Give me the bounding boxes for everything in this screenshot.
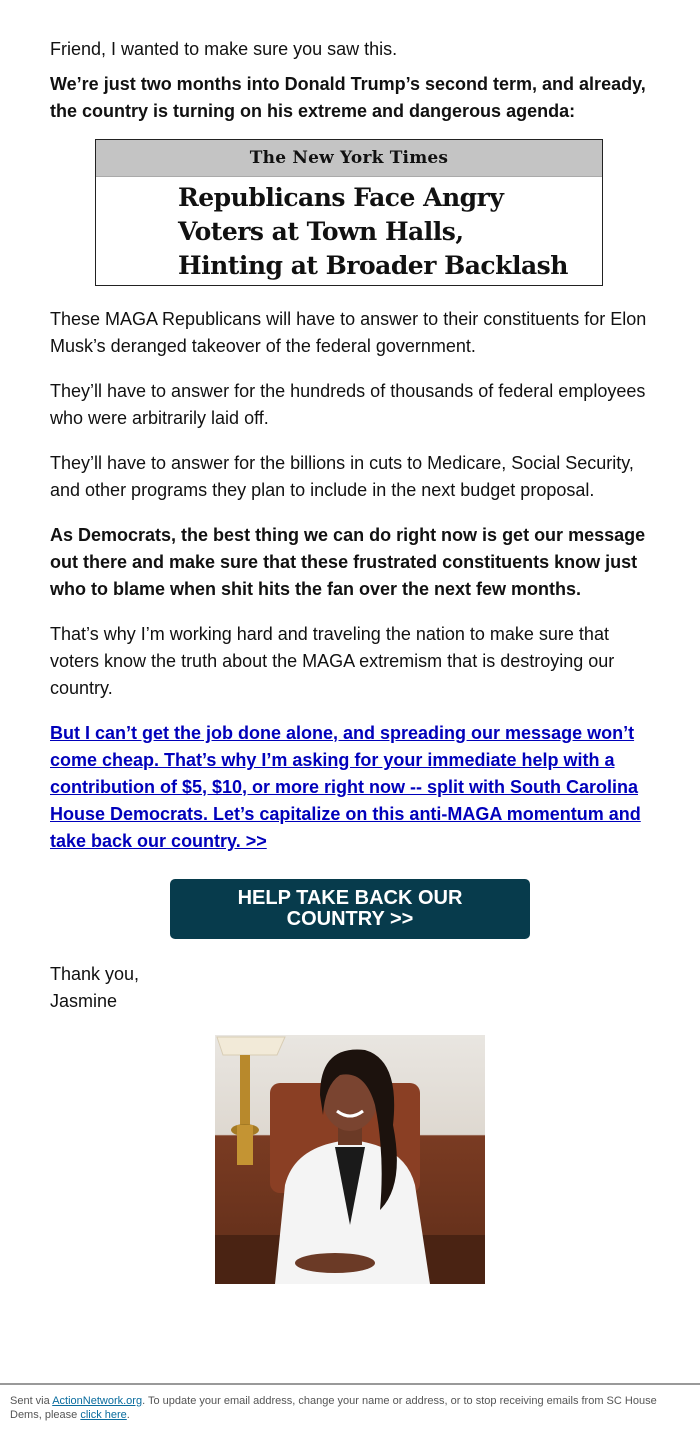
body-paragraph: They’ll have to answer for the hundreds of thousands of federal employees who were arbitrarily laid off. (50, 381, 646, 428)
footer (0, 1383, 700, 1452)
nyt-headline-line: Voters at Town Halls, (178, 217, 464, 246)
jasmine-portrait-photo (215, 1035, 485, 1284)
nyt-headline-image (95, 139, 603, 286)
signoff: Thank you, (50, 964, 140, 984)
body-paragraph: That’s why I’m working hard and traveling the nation to make sure that voters know the truth about the MAGA extremism that is destroying our country. (50, 624, 615, 698)
footer-prefix: Sent via (10, 1395, 53, 1407)
unsubscribe-click-here-link[interactable]: click here (80, 1409, 127, 1421)
nyt-headline (96, 177, 602, 283)
email-body (50, 36, 650, 1284)
body-paragraph: These MAGA Republicans will have to answer to their constituents for Elon Musk’s deranged takeover of the federal government. (50, 309, 647, 356)
footer-middle-text: . To update your email address, change your name or address, or to stop receiving emails from SC House Dems, please (10, 1395, 657, 1421)
greeting: Friend, I wanted to make sure you saw this. (50, 39, 398, 59)
nyt-headline-line: Republicans Face Angry (178, 183, 504, 212)
body-paragraph: They’ll have to answer for the billions in cuts to Medicare, Social Security, and other programs they plan to include in the next budget proposal. (50, 453, 634, 500)
intro-bold-paragraph: We’re just two months into Donald Trump’s second term, and already, the country is turning on his extreme and dangerous agenda: (50, 74, 646, 121)
nyt-masthead: The New York Times (96, 140, 602, 177)
portrait-illustration (215, 1035, 485, 1284)
footer-suffix: . (126, 1409, 130, 1421)
bold-paragraph: As Democrats, the best thing we can do right now is get our message out there and make sure that these frustrated constituents know just who to blame when shit hits the fan over the next few months. (50, 525, 646, 599)
signature: Jasmine (50, 991, 118, 1011)
actionnetwork-link[interactable]: ActionNetwork.org (52, 1395, 143, 1407)
cta-container (50, 879, 650, 939)
nyt-headline-line: Hinting at Broader Backlash (178, 251, 568, 280)
donate-paragraph (50, 720, 650, 855)
help-take-back-country-button[interactable]: HELP TAKE BACK OUR COUNTRY >> (170, 879, 530, 939)
donate-link[interactable]: But I can’t get the job done alone, and spreading our message won’t come cheap. That’s why I’m asking for your immediate help with a contribution of $5, $10, or more right now -- split with South Carolina House Democrats. Let’s capitalize on this anti-MAGA momentum and take back our country. >> (50, 723, 641, 851)
